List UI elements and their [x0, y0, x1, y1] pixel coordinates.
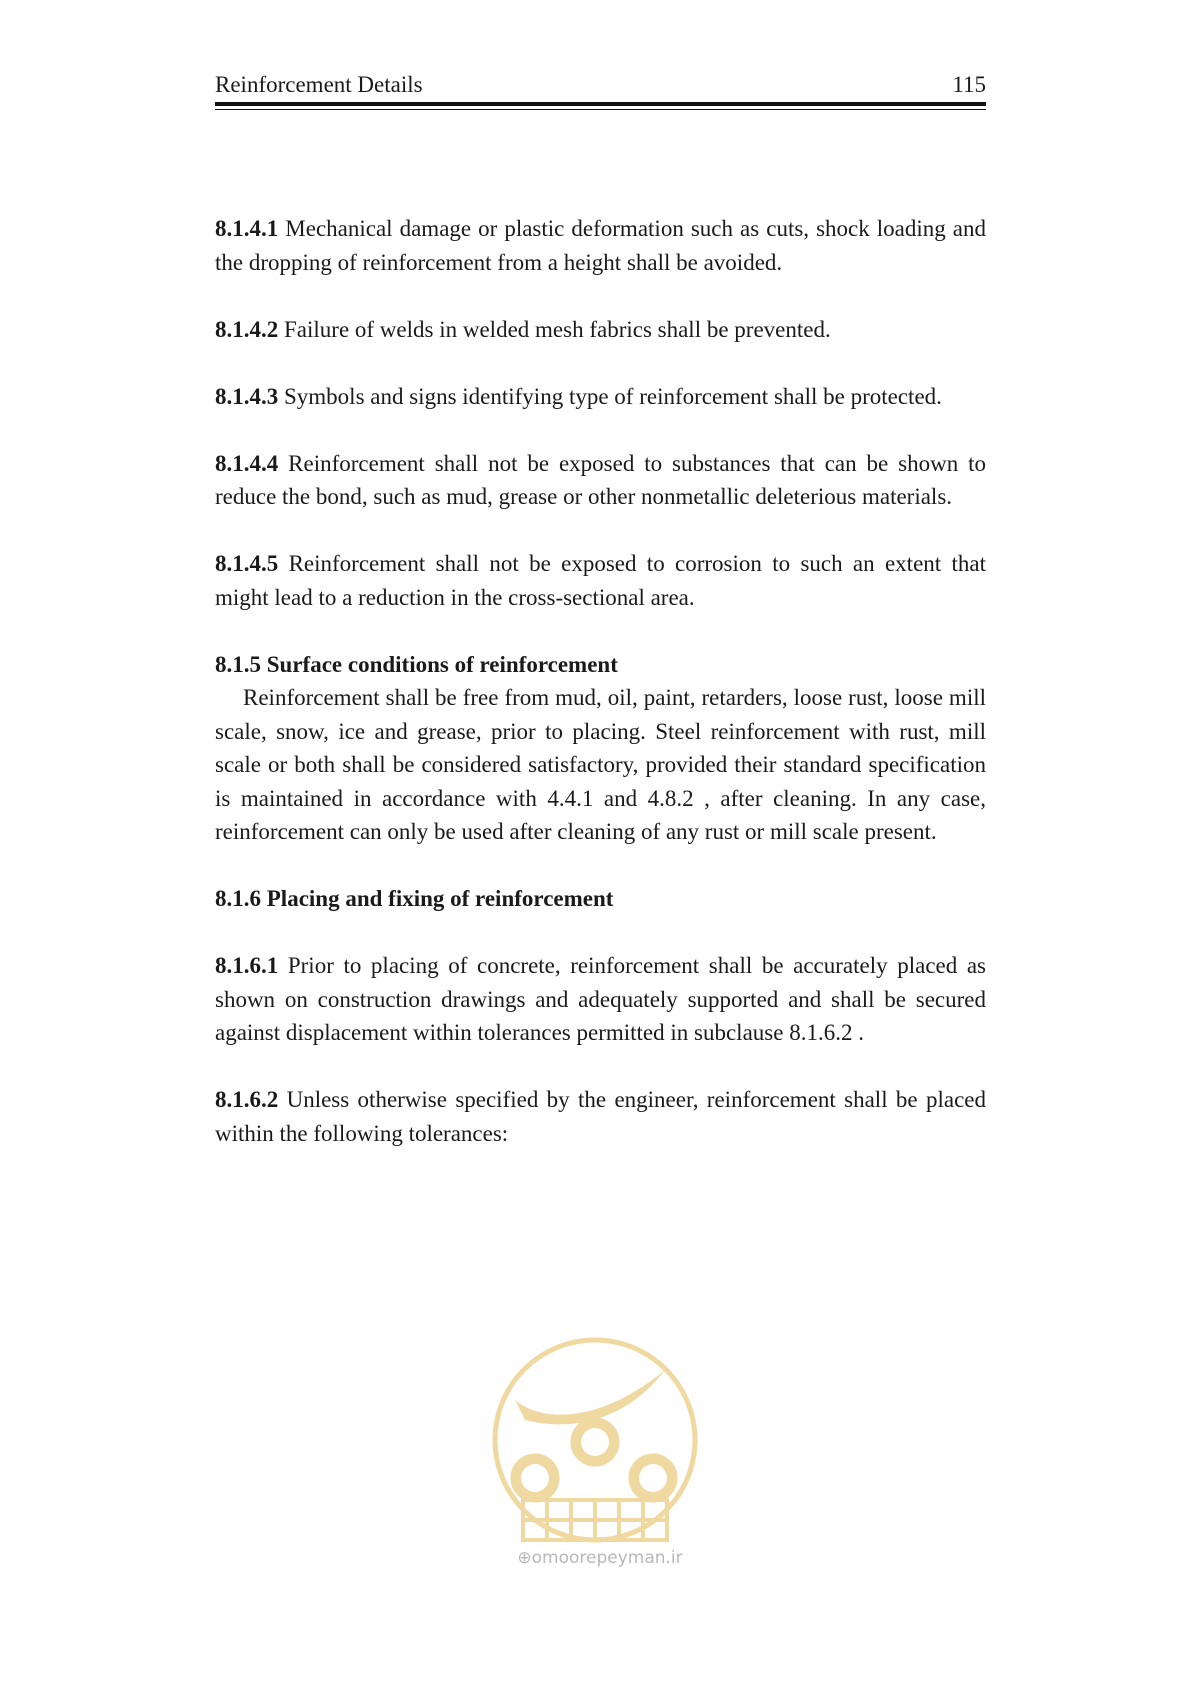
watermark-seal-icon [475, 1330, 715, 1550]
watermark-url [500, 1548, 700, 1568]
header-rule-thick [215, 102, 986, 106]
clause-number: 8.1.4.2 [215, 316, 279, 342]
clause-number: 8.1.4.1 [215, 216, 279, 241]
clause-text: Failure of welds in welded mesh fabrics shall be prevented. [278, 316, 831, 342]
section-heading-8-1-5: 8.1.5 Surface conditions of reinforcement [215, 651, 618, 677]
clause-number: 8.1.6.1 [215, 953, 279, 978]
section-body-8-1-5: Reinforcement shall be free from mud, oil, paint, retarders, loose rust, loose mill scale, snow, ice and grease, prior to placing. Steel reinforcement with rust, mill scale or both shall be considered satisfactory, provided their standard specification is maintained in accordance with 4.4.1 and 4.8.2 , after cleaning. In any case, reinforcement can only be used after cleaning of any rust or mill scale present. [215, 685, 986, 844]
clause-8-1-4-5 [215, 547, 986, 614]
header-rule-thin [215, 109, 986, 110]
clause-text: Symbols and signs identifying type of reinforcement shall be protected. [278, 383, 942, 409]
globe-icon: ⊕ [517, 1548, 532, 1568]
page-number: 115 [952, 72, 986, 97]
clause-8-1-4-3 [215, 380, 986, 414]
page-body [215, 212, 986, 1184]
clause-8-1-6-1 [215, 949, 986, 1050]
clause-text: Reinforcement shall not be exposed to substances that can be shown to reduce the bond, such as mud, grease or other nonmetallic deleterious materials. [215, 450, 986, 509]
clause-text: Unless otherwise specified by the engineer, reinforcement shall be placed within the following tolerances: [215, 1087, 986, 1146]
calligraphy-swoosh [515, 1370, 665, 1424]
clause-text: Reinforcement shall not be exposed to corrosion to such an extent that might lead to a reduction in the cross-sectional area. [215, 551, 986, 610]
clause-number: 8.1.4.4 [215, 450, 279, 476]
page-header [215, 70, 986, 100]
watermark-url-text: omoorepeyman.ir [531, 1548, 683, 1568]
clause-8-1-4-2 [215, 313, 986, 347]
running-title: Reinforcement Details [215, 72, 423, 97]
clause-8-1-4-4 [215, 447, 986, 514]
clause-8-1-6-2 [215, 1083, 986, 1150]
clause-8-1-4-1 [215, 212, 986, 279]
clause-text: Prior to placing of concrete, reinforcement shall be accurately placed as shown on construction drawings and adequately supported and shall be secured against displacement within tolerances permitted in subclause 8.1.6.2 . [215, 953, 986, 1045]
clause-number: 8.1.6.2 [215, 1087, 279, 1112]
clause-text: Mechanical damage or plastic deformation such as cuts, shock loading and the dropping of reinforcement from a height shall be avoided. [215, 216, 986, 275]
clause-number: 8.1.4.3 [215, 383, 279, 409]
clause-number: 8.1.4.5 [215, 551, 279, 576]
section-heading-8-1-6: 8.1.6 Placing and fixing of reinforcement [215, 886, 614, 911]
